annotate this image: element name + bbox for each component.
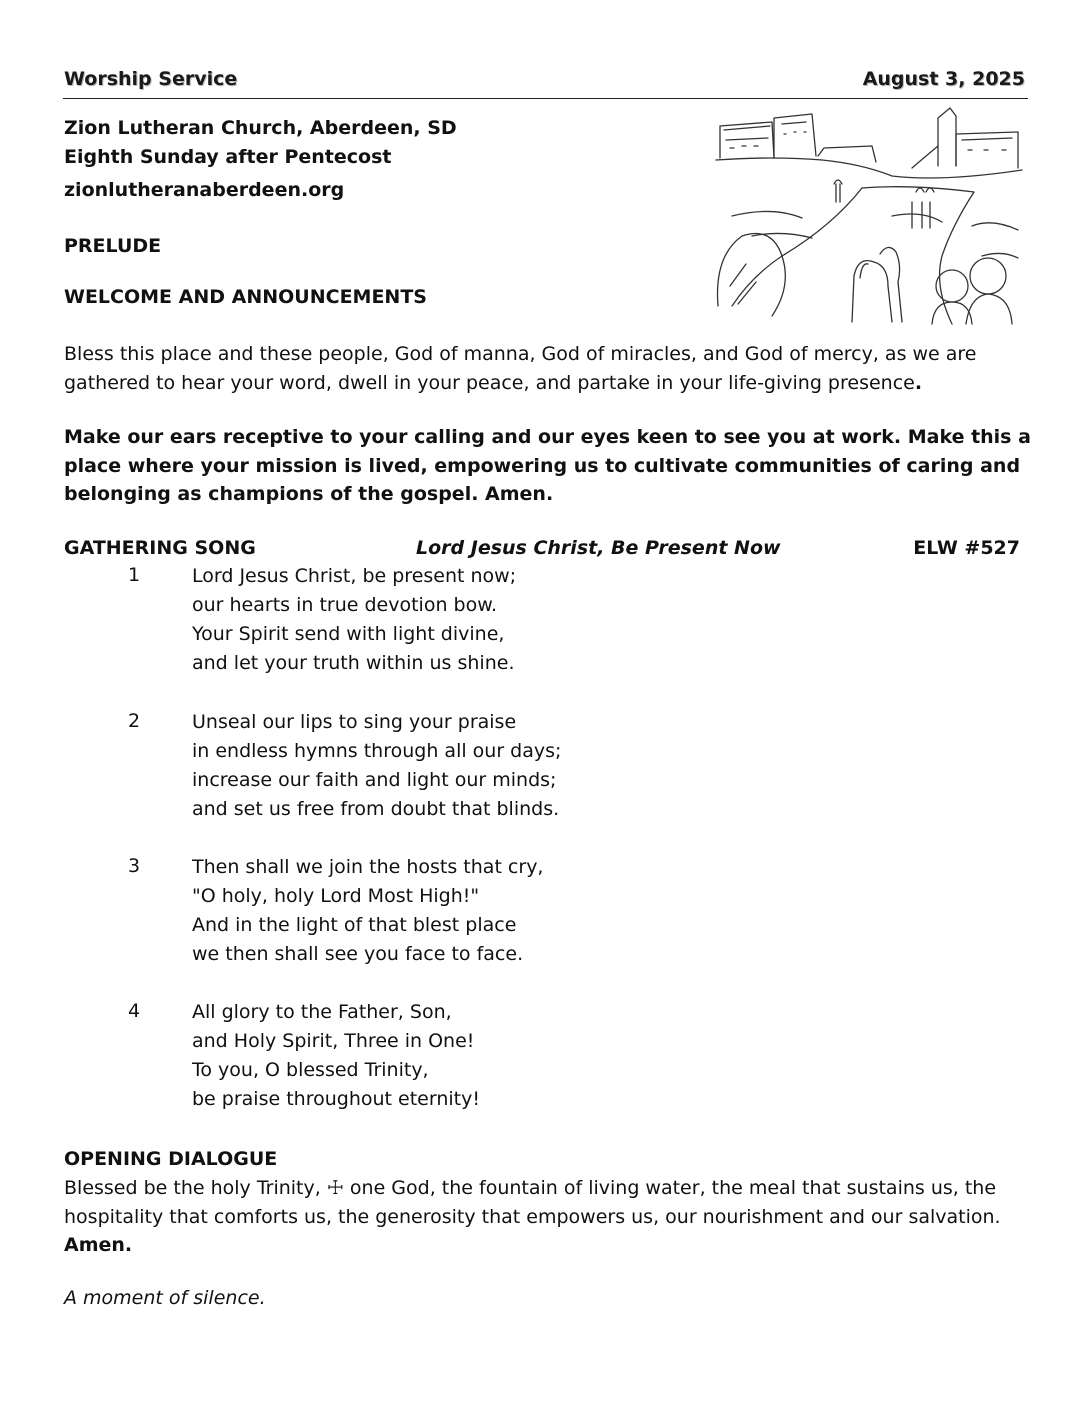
opening-prayer: Bless this place and these people, God of manna, God of miracles, and God of mercy, as we are gathered to hear your word, dwell in your peace, and partake in your life-giving presence. bbox=[64, 343, 977, 394]
church-website: zionlutheranaberdeen.org bbox=[64, 179, 345, 201]
road-illustration-icon bbox=[712, 106, 1024, 326]
response-prayer: Make our ears receptive to your calling and our eyes keen to see you at work. Make this a place where your mission is lived, empowering us to cultivate communities of caring and belonging as champions of the gospel. Amen. bbox=[64, 426, 1031, 505]
verse-number: 4 bbox=[128, 1000, 141, 1022]
verse-text: Then shall we join the hosts that cry, "O holy, holy Lord Most High!" And in the light of that blest place we then shall see you face to face. bbox=[192, 856, 544, 965]
verse-text: Unseal our lips to sing your praise in endless hymns through all our days; increase our faith and light our minds; and set us free from doubt that blinds. bbox=[192, 711, 562, 820]
verse-text: Lord Jesus Christ, be present now; our hearts in true devotion bow. Your Spirit send with light divine, and let your truth within us shine. bbox=[192, 565, 517, 674]
hymn-number: ELW #527 bbox=[913, 537, 1020, 559]
opening-dialogue-label: OPENING DIALOGUE bbox=[64, 1148, 278, 1170]
section-welcome: WELCOME AND ANNOUNCEMENTS bbox=[64, 286, 427, 308]
header-rule bbox=[63, 98, 1028, 99]
church-name: Zion Lutheran Church, Aberdeen, SD bbox=[64, 117, 457, 139]
moment-of-silence: A moment of silence. bbox=[64, 1287, 266, 1309]
verse-number: 3 bbox=[128, 855, 141, 877]
section-prelude: PRELUDE bbox=[64, 235, 162, 257]
verse-number: 2 bbox=[128, 710, 141, 732]
header-date: August 3, 2025 bbox=[862, 68, 1025, 90]
opening-dialogue-text: Blessed be the holy Trinity, ☩ one God, the fountain of living water, the meal that sustains us, the hospitality that comforts us, the generosity that empowers us, our nourishment and our salvation. Amen. bbox=[64, 1177, 1001, 1256]
verse-text: All glory to the Father, Son, and Holy Spirit, Three in One! To you, O blessed Trinity, be praise throughout eternity! bbox=[192, 1001, 480, 1110]
verse-number: 1 bbox=[128, 564, 141, 586]
liturgical-day: Eighth Sunday after Pentecost bbox=[64, 146, 392, 168]
hymn-title: Lord Jesus Christ, Be Present Now bbox=[416, 537, 781, 559]
gathering-song-label: GATHERING SONG bbox=[64, 537, 256, 559]
header-title: Worship Service bbox=[64, 68, 238, 90]
